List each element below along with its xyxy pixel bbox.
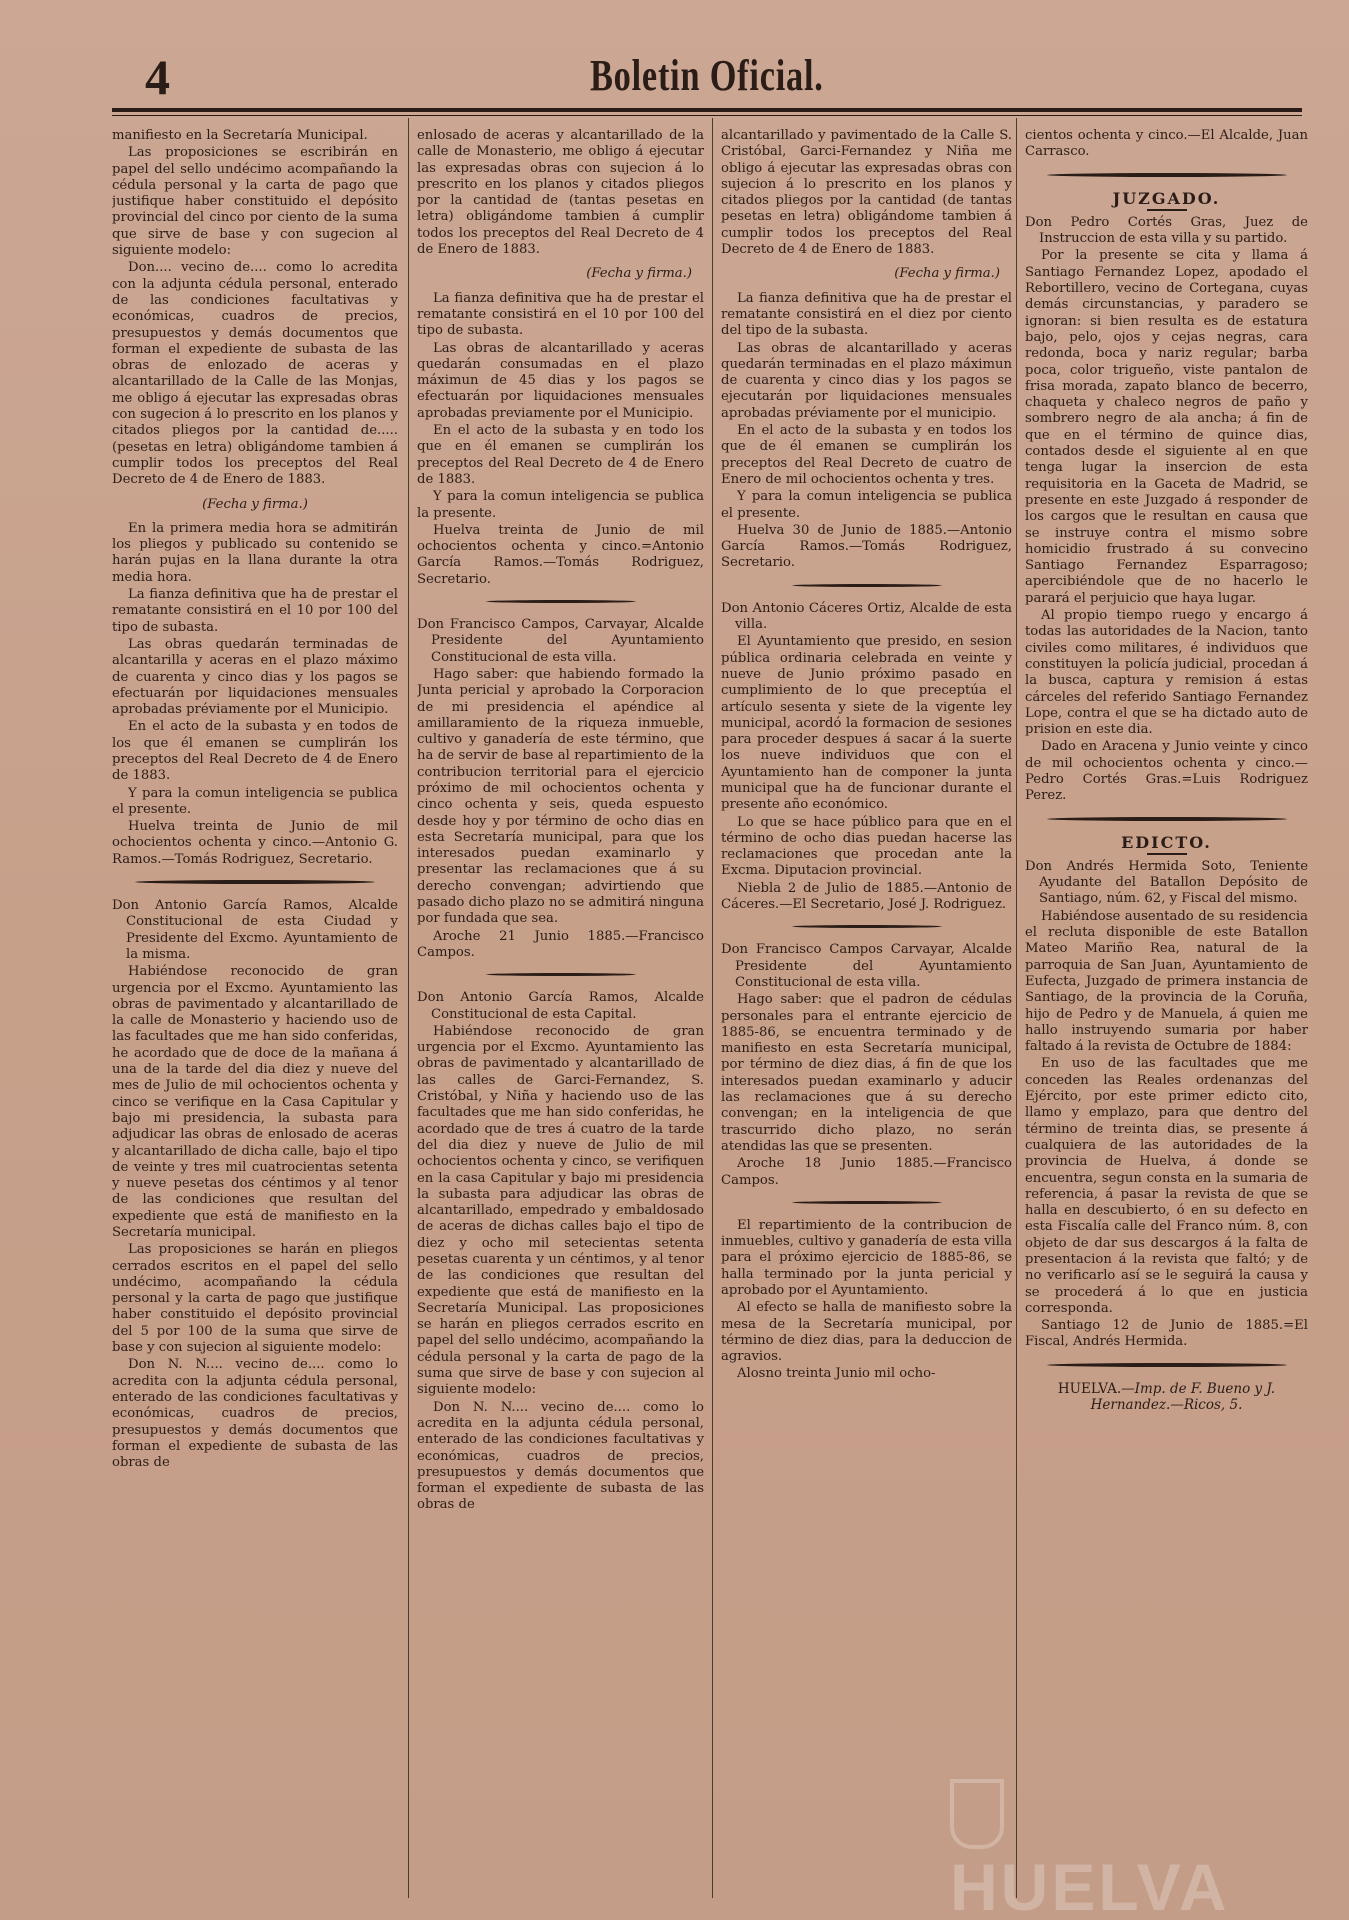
notice-heading: Don Pedro Cortés Gras, Juez de Instruccion de esta villa y su partido. bbox=[1025, 214, 1308, 247]
paragraph: La fianza definitiva que ha de prestar el rematante consistirá en el 10 por 100 del tipo de subasta. bbox=[417, 290, 704, 339]
separator-rule bbox=[792, 1201, 942, 1204]
paragraph: Alosno treinta Junio mil ocho- bbox=[737, 1366, 936, 1382]
notice-heading: Don Antonio García Ramos, Alcalde Constitucional de esta Ciudad y Presidente del Excmo. Ayuntamiento de la misma. bbox=[112, 898, 398, 962]
separator-rule bbox=[135, 880, 375, 884]
column-1 bbox=[112, 128, 398, 1898]
section-rule bbox=[1147, 209, 1187, 211]
header-rule bbox=[112, 108, 1302, 112]
paragraph: El Ayuntamiento que presido, en sesion pública ordinaria celebrada en veinte y nueve de Junio próximo pasado en cumplimiento de lo que preceptúa el artículo sesenta y siete de la vigente ley municipal, acordó la formacion de sesiones para proceder despues á sacar á la suerte los nueve individuos que con el Ayuntamiento han de componer la junta municipal que ha de funcionar durante el presente año económico. bbox=[721, 634, 1012, 813]
signature: Santiago 12 de Junio de 1885.=El Fiscal, Andrés Hermida. bbox=[1025, 1318, 1308, 1350]
signature: Huelva 30 de Junio de 1885.—Antonio García Ramos.—Tomás Rodriguez, Secretario. bbox=[721, 522, 1012, 571]
separator-rule bbox=[1047, 817, 1287, 821]
paragraph: Las obras de alcantarillado y aceras quedarán terminadas en el plazo máximun de cuarenta y cinco dias y los pagos se ejecutarán por liquidaciones mensuales aprobadas préviamente por el municipio. bbox=[721, 340, 1012, 421]
paragraph: Don.... vecino de.... como lo acredita con la adjunta cédula personal, enterado de las condiciones facultativas y económicas, cuadros de precios, presupuestos y demás documentos que forman el expediente de subasta de las obras de enlozado de aceras y alcantarillado de la Calle de las Monjas, me obligo á ejecutar las expresadas obras con sugecion á lo prescrito en los planos y citados pliegos por la cantidad de..... (pesetas en letra) obligándome tambien á cumplir todos los preceptos del Real Decreto de 4 de Enero de 1883. bbox=[112, 260, 398, 488]
signature: Huelva treinta de Junio de mil ochocientos ochenta y cinco.=Antonio García Ramos.—Tomás Rodriguez, Secretario. bbox=[417, 522, 704, 587]
signature: Aroche 21 Junio 1885.—Francisco Campos. bbox=[417, 928, 704, 960]
paragraph: El repartimiento de la contribucion de inmuebles, cultivo y ganadería de esta villa para el próximo ejercicio de 1885-86, se halla terminado por la junta pericial y aprobado por el Ayuntamiento. bbox=[721, 1217, 1012, 1298]
column-divider bbox=[408, 118, 409, 1898]
paragraph: Habiéndose reconocido de gran urgencia por el Excmo. Ayuntamiento las obras de pavimentado y alcantarillado de la calle de Monasterio y haciendo uso de las facultades que me han sido conferidas, he acordado que de doce de la mañana á una de la tarde del dia diez y nueve del mes de Julio de mil ochocientos ochenta y cinco se verifique en la Casa Capitular y bajo mi presidencia, la subasta para adjudicar las obras de enlosado de aceras y alcantarillado de dicha calle, bajo el tipo de veinte y tres mil cuatrocientas setenta y nueve pesetas dos céntimos y al tenor de las condiciones que resultan del expediente que está de manifiesto en la Secretaría municipal. bbox=[112, 964, 398, 1240]
column-divider bbox=[1016, 118, 1017, 1898]
shield-icon bbox=[950, 1779, 1004, 1849]
signature: Niebla 2 de Julio de 1885.—Antonio de Cáceres.—El Secretario, José J. Rodriguez. bbox=[721, 880, 1012, 913]
page-number: 4 bbox=[145, 49, 170, 105]
imprint bbox=[1025, 1381, 1308, 1414]
paragraph: Al propio tiempo ruego y encargo á todas las autoridades de la Nacion, tanto civiles como militares, é individuos que constituyen la policía judicial, procedan á la busca, captura y remision á estas cárceles del referido Santiago Fernandez Lope, contra el que se ha dictado auto de prision en este dia. bbox=[1025, 608, 1308, 738]
paragraph: Lo que se hace público para que en el término de ocho dias puedan hacerse las reclamaciones que procedan ante la Excma. Diputacion provincial. bbox=[721, 814, 1012, 879]
paragraph: Habiéndose reconocido de gran urgencia por el Excmo. Ayuntamiento las obras de pavimentado y alcantarillado de las calles de Garci-Fernandez, S. Cristóbal, y Niña y haciendo uso de las facultades que me han sido conferidas, he acordado que de tres á cuatro de la tarde del dia diez y nueve de Julio de mil ochocientos ochenta y cinco, se verifiquen en la casa Capitular y bajo mi presidencia la subasta para adjudicar las obras de alcantarillado, empedrado y embaldosado de aceras de dichas calles bajo el tipo de diez y ocho mil setecientas setenta pesetas cuarenta y un céntimos, y al tenor de las condiciones que resultan del expediente que está de manifiesto en la Secretaría Municipal. Las proposiciones se harán en pliegos cerrados escrito en papel del sello undécimo, acompañando la cédula personal y la carta de pago de la suma que sirve de base y con sujecion al siguiente modelo: bbox=[417, 1023, 704, 1398]
paragraph: En la primera media hora se admitirán los pliegos y publicado su contenido se harán pujas en la llana durante la otra media hora. bbox=[112, 520, 398, 585]
paragraph: Don N. N.... vecino de.... como lo acredita en la adjunta cédula personal, enterado de las condiciones facultativas y económicas, cuadros de precios, presupuestos y demás documentos que forman el expediente de subasta de las obras de bbox=[417, 1399, 704, 1513]
paragraph: Y para la comun inteligencia se publica el presente. bbox=[721, 489, 1012, 521]
paragraph: En el acto de la subasta y en todo los que en él emanen se cumplirán los preceptos del Real Decreto de 4 de Enero de 1883. bbox=[417, 423, 704, 487]
paragraph: Al efecto se halla de manifiesto sobre la mesa de la Secretaría municipal, por término de diez dias, para la deduccion de agravios. bbox=[721, 1300, 1012, 1365]
notice-heading: Don Francisco Campos Carvayar, Alcalde Presidente del Ayuntamiento Constitucional de esta villa. bbox=[721, 942, 1012, 990]
paragraph: Y para la comun inteligencia se publica la presente. bbox=[417, 489, 704, 521]
separator-rule bbox=[486, 973, 636, 976]
section-rule bbox=[1147, 853, 1187, 855]
date-signature-note: (Fecha y firma.) bbox=[586, 266, 692, 282]
paragraph: enlosado de aceras y alcantarillado de la calle de Monasterio, me obligo á ejecutar las expresadas obras con sujecion á lo prescrito en los planos y citados pliegos por la cantidad de (tantas pesetas en letra) obligándome tambien á cumplir todos los preceptos del Real Decreto de 4 de Enero de 1883. bbox=[417, 128, 704, 258]
imprint-text: —Imp. de F. Bueno y J. Hernandez.—Ricos, 5. bbox=[1090, 1380, 1276, 1414]
notice-heading: Don Francisco Campos, Carvayar, Alcalde Presidente del Ayuntamiento Constitucional de esta villa. bbox=[417, 617, 704, 665]
date-signature-note: (Fecha y firma.) bbox=[202, 496, 308, 512]
paragraph: Habiéndose ausentado de su residencia el recluta disponible de este Batallon Mateo Mariño Rea, natural de la parroquia de San Juan, Ayuntamiento de Eufecta, Juzgado de primera instancia de Santiago, de la provincia de la Coruña, hijo de Pedro y de Manuela, á quien me hallo instruyendo sumaria por haber faltado á la revista de Octubre de 1884: bbox=[1025, 908, 1308, 1055]
column-4 bbox=[1025, 128, 1308, 1898]
signature: Aroche 18 Junio 1885.—Francisco Campos. bbox=[721, 1156, 1012, 1188]
signature: Huelva treinta de Junio de mil ochocientos ochenta y cinco.—Antonio G. Ramos.—Tomás Rodriguez, Secretario. bbox=[112, 819, 398, 867]
paragraph: En uso de las facultades que me conceden las Reales ordenanzas del Ejército, por este primer edicto cito, llamo y emplazo, para que dentro del término de treinta dias, se presente á cualquiera de las autoridades de la provincia de Huelva, á donde se encuentra, segun consta en la sumaria de referencia, á pasar la revista de que se halla en descubierto, ó en su defecto en esta Fiscalía calle del Franco núm. 8, con objeto de dar sus descargos á la falta de presentacion á la revista que faltó; y de no verificarlo así se le seguirá la causa y se procederá á lo que en justicia corresponda. bbox=[1025, 1056, 1308, 1316]
watermark-text: HUELVA bbox=[950, 1849, 1230, 1920]
notice-heading: Don Antonio Cáceres Ortiz, Alcalde de esta villa. bbox=[721, 600, 1012, 633]
paragraph: Hago saber: que habiendo formado la Junta pericial y aprobado la Corporacion de mi presidencia el apéndice al amillaramiento de la riqueza inmueble, cultivo y ganadería de este término, que ha de servir de base al repartimiento de la contribucion territorial para el ejercicio próximo de mil ochocientos ochenta y cinco ochenta y seis, queda espuesto desde hoy y por término de ocho dias en esta Secretaría municipal, para que los interesados puedan examinarlo y presentar las reclamaciones que á su derecho convengan; advirtiendo que pasado dicho plazo no se admitirá ninguna por fundada que sea. bbox=[417, 666, 704, 927]
column-divider bbox=[712, 118, 713, 1898]
paragraph: La fianza definitiva que ha de prestar el rematante consistirá en el diez por ciento del tipo de la subasta. bbox=[721, 290, 1012, 339]
paragraph: Las obras quedarán terminadas de alcantarilla y aceras en el plazo máximo de cuarenta y cinco dias y los pagos se efectuarán por liquidaciones mensuales aprobadas préviamente por el Municipio. bbox=[112, 636, 398, 718]
signature: cientos ochenta y cinco.—El Alcalde, Juan Carrasco. bbox=[1025, 128, 1308, 160]
paragraph: La fianza definitiva que ha de prestar el rematante consistirá en el 10 por 100 del tipo de subasta. bbox=[112, 587, 398, 635]
notice-heading: Don Andrés Hermida Soto, Teniente Ayudante del Batallon Depósito de Santiago, núm. 62, y Fiscal del mismo. bbox=[1025, 858, 1308, 907]
paragraph: Por la presente se cita y llama á Santiago Fernandez Lopez, apodado el Rebortillero, vecino de Cortegana, cuyas demás circunstancias, y paradero se ignoran: si bien resulta es de estatura bajo, pelo, ojos y cejas negras, cara redonda, boca y nariz regular; barba poca, color trigueño, viste pantalon de frisa morada, zapato blanco de becerro, chaqueta y chaleco negros de paño y sombrero negro de ala ancha; á fin de que en el término de quince dias, contados desde el siguiente al en que tenga lugar la insercion de esta requisitoria en la Gaceta de Madrid, se presente en este Juzgado á responder de los cargos que le resultan en causa que se instruye contra el mismo sobre homicidio frustrado á su convecino Santiago Fernandez Esparragoso; apercibiéndole que de no hacerlo le parará el perjuicio que haya lugar. bbox=[1025, 248, 1308, 606]
paragraph: Hago saber: que el padron de cédulas personales para el entrante ejercicio de 1885-86, se encuentra terminado y de manifiesto en esta Secretaría municipal, por término de diez dias, á fin de que los interesados puedan examinarlo y aducir las reclamaciones que á su derecho convengan; en la inteligencia de que trascurrido dicho plazo, no serán atendidas las que se presenten. bbox=[721, 992, 1012, 1154]
separator-rule bbox=[1047, 1363, 1287, 1367]
page-title: Boletin Oficial. bbox=[590, 51, 824, 100]
section-heading-edicto: EDICTO. bbox=[1121, 832, 1212, 852]
separator-rule bbox=[486, 600, 636, 603]
column-3 bbox=[721, 128, 1012, 1898]
separator-rule bbox=[1047, 173, 1287, 177]
paragraph: Las obras de alcantarillado y aceras quedarán consumadas en el plazo máximun de 45 dias y los pagos se efectuarán por liquidaciones mensuales aprobadas previamente por el Municipio. bbox=[417, 340, 704, 421]
notice-heading: Don Antonio García Ramos, Alcalde Constitucional de esta Capital. bbox=[417, 990, 704, 1022]
paragraph: Don N. N.... vecino de.... como lo acredita con la adjunta cédula personal, enterado de las condiciones facultativas y económicas, cuadros de precios, presupuestos y demás documentos que forman el expediente de subasta de las obras de bbox=[112, 1357, 398, 1471]
header-rule-thin bbox=[112, 115, 1302, 116]
imprint-place: HUELVA. bbox=[1057, 1380, 1122, 1397]
paragraph: Las proposiciones se harán en pliegos cerrados escritos en el papel del sello undécimo, acompañando la cédula personal y la carta de pago que justifique haber constituido el depósito provincial del 5 por 100 de la suma que sirve de base y con sujecion al siguiente modelo: bbox=[112, 1242, 398, 1356]
archive-watermark bbox=[950, 1770, 1280, 1920]
separator-rule bbox=[792, 925, 942, 928]
paragraph: Dado en Aracena y Junio veinte y cinco de mil ochocientos ochenta y cinco.—Pedro Cortés Gras.=Luis Rodriguez Perez. bbox=[1025, 739, 1308, 804]
section-heading-juzgado: JUZGADO. bbox=[1112, 188, 1221, 208]
paragraph: alcantarillado y pavimentado de la Calle S. Cristóbal, Garci-Fernandez y Niña me obligo á ejecutar las expresadas obras con sujecion á lo prescrito en los planos y citados pliegos por la cantidad (de tantas pesetas en letra) obligándome tambien á cumplir todos los preceptos del Real Decreto de 4 de Enero de 1883. bbox=[721, 128, 1012, 258]
paragraph: Las proposiciones se escribirán en papel del sello undécimo acompañando la cédula personal y la carta de pago que justifique haber constituido el depósito provincial del cinco por ciento de la suma que sirve de base y con sugecion al siguiente modelo: bbox=[112, 145, 398, 259]
paragraph: En el acto de la subasta y en todos los que de él emanen se cumplirán los preceptos del Real Decreto de cuatro de Enero de mil ochocientos ochenta y tres. bbox=[721, 423, 1012, 487]
separator-rule bbox=[792, 584, 942, 587]
paragraph: manifiesto en la Secretaría Municipal. bbox=[112, 128, 368, 143]
date-signature-note: (Fecha y firma.) bbox=[894, 266, 1000, 282]
paragraph: Y para la comun inteligencia se publica el presente. bbox=[112, 785, 398, 817]
paragraph: En el acto de la subasta y en todos de los que él emanen se cumplirán los preceptos del Real Decreto de 4 de Enero de 1883. bbox=[112, 719, 398, 784]
column-2 bbox=[417, 128, 704, 1898]
